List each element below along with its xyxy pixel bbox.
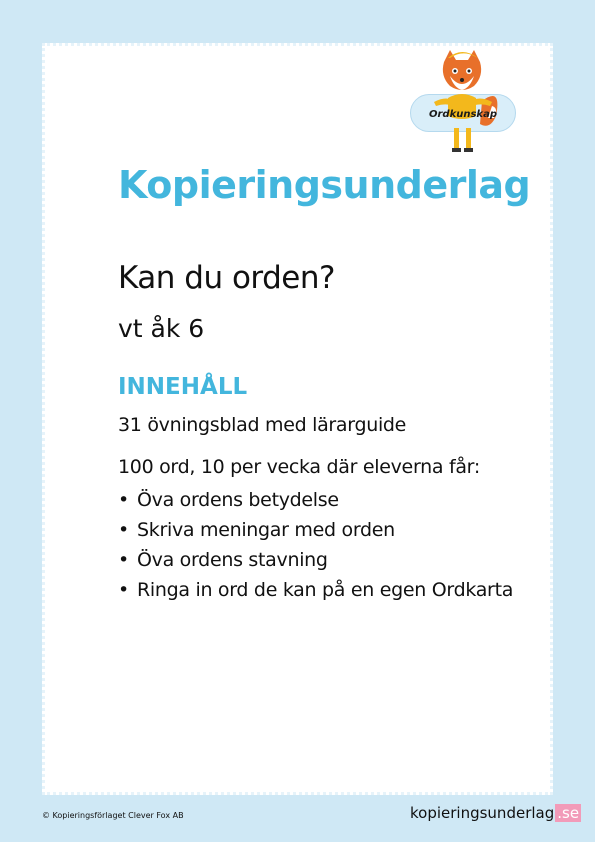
bullet-icon: • [118, 549, 129, 571]
book-title: Kan du orden? [118, 260, 335, 296]
site-name: kopieringsunderlag [410, 804, 555, 822]
bullet-text: Ringa in ord de kan på en egen Ordkarta [137, 579, 514, 601]
contents-line-2: 100 ord, 10 per vecka där eleverna får: [118, 456, 480, 478]
grade-label: vt åk 6 [118, 314, 205, 343]
site-logo [410, 804, 581, 822]
copyright-notice: © Kopieringsförlaget Clever Fox AB [42, 811, 184, 820]
list-item [118, 549, 513, 579]
bullet-text: Skriva meningar med orden [137, 519, 395, 541]
contents-line-1: 31 övningsblad med lärarguide [118, 414, 407, 436]
list-item [118, 489, 513, 519]
contents-heading: INNEHÅLL [118, 374, 248, 400]
list-item [118, 579, 513, 609]
ordkunskap-badge [404, 46, 522, 156]
list-item [118, 519, 513, 549]
bullet-icon: • [118, 519, 129, 541]
bullet-text: Öva ordens betydelse [137, 489, 339, 511]
bullet-text: Öva ordens stavning [137, 549, 328, 571]
contents-bullet-list [118, 489, 513, 609]
site-tld: .se [557, 804, 580, 822]
badge-label: Ordkunskap [429, 109, 497, 120]
bullet-icon: • [118, 489, 129, 511]
fox-mascot-icon [404, 46, 522, 156]
bullet-icon: • [118, 579, 129, 601]
page-title: Kopieringsunderlag [118, 163, 531, 207]
